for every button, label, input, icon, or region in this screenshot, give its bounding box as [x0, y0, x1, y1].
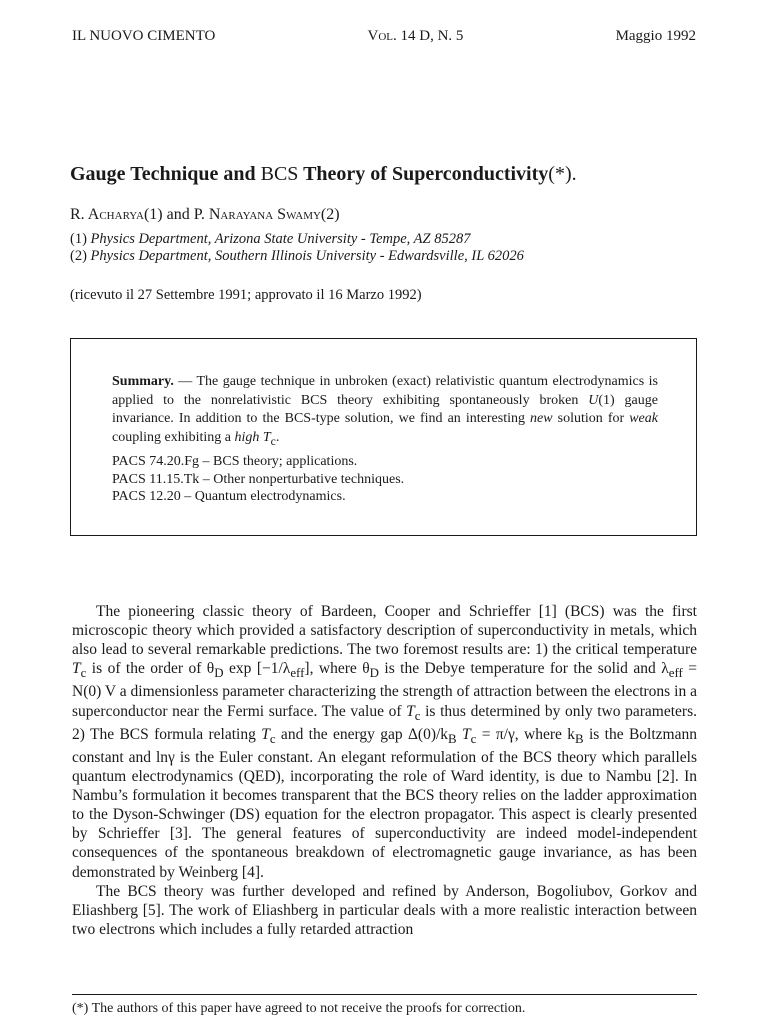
abstract-text-3: solution for [552, 411, 630, 426]
author-conjunction: and [166, 206, 190, 223]
p1-seg: ], where θ [304, 660, 370, 678]
d-sub: D [369, 665, 379, 681]
author-1: R. Acharya [70, 206, 144, 223]
body-paragraph-2: The BCS theory was further developed and refined by Anderson, Bogoliubov, Gorkov and Eliashberg [5]. The work of Eliashberg in particular deals with a more realistic interaction between two electrons which includes a fully retarded attraction [72, 882, 697, 938]
tc-sub: c [269, 730, 276, 746]
tc-sub: c [414, 707, 421, 723]
abstract-weak: weak [629, 411, 658, 426]
d-sub: D [214, 665, 224, 681]
b-sub: B [575, 730, 584, 746]
author-2: P. Narayana Swamy [193, 206, 321, 223]
p1-seg: The pioneering classic theory of Bardeen, Cooper and Schrieffer [1] (BCS) was the first microscopic theory which provided a satisfactory description of superconductivity in metals, which also lead to several remarkable predictions. The two foremost results are: 1) the critical temperature [72, 603, 697, 659]
eff-sub: eff [668, 665, 683, 681]
p1-seg: = π/γ, where k [476, 725, 576, 743]
abstract-text-4: coupling exhibiting a [112, 429, 235, 445]
abstract-box [70, 338, 697, 536]
eff-sub: eff [290, 665, 305, 681]
affiliation-2-num: (2) [70, 248, 87, 264]
p1-seg: is the Debye temperature for the solid and λ [378, 660, 669, 678]
abstract-high: high [234, 429, 260, 445]
issue-date: Maggio 1992 [615, 28, 696, 44]
summary-label: Summary. [112, 374, 174, 389]
affiliation-1-num: (1) [70, 231, 87, 247]
p1-seg: exp [−1/λ [223, 660, 291, 678]
abstract-summary [112, 373, 658, 451]
abstract-u1: U [588, 392, 599, 408]
title-footnote-mark: (*). [548, 163, 577, 185]
title-part-2: Theory of Superconductivity [303, 163, 549, 185]
tc-sub: c [80, 665, 87, 681]
author-line [70, 206, 340, 224]
author-2-affil-mark: (2) [320, 206, 340, 223]
abstract-end: . [275, 429, 280, 445]
affiliation-1-text: Physics Department, Arizona State University - Tempe, AZ 85287 [90, 231, 471, 247]
p1-seg: and the energy gap Δ(0)/k [275, 725, 449, 743]
abstract-tc: T [262, 429, 271, 445]
paper-title [70, 163, 710, 186]
abstract-new: new [530, 411, 553, 426]
affiliation-2 [70, 248, 524, 265]
p1-seg: = N(0) V a dimensionless parameter characterizing the strength of attraction between the electrons in a superconductor near the Fermi surface. The value of [72, 660, 697, 720]
tc-symbol: T [261, 725, 270, 743]
tc-symbol: T [72, 660, 81, 678]
tc-symbol: T [406, 702, 415, 720]
pacs-item: PACS 11.15.Tk – Other nonperturbative techniques. [112, 471, 405, 487]
footnote-rule [72, 994, 697, 995]
affiliation-1 [70, 231, 470, 248]
tc-symbol: T [462, 725, 471, 743]
pacs-list [112, 453, 404, 506]
running-header [72, 28, 696, 45]
abstract-text-1: — The gauge technique in unbroken (exact) relativistic quantum electrodynamics is applied to the nonrelativistic BCS theory exhibiting spontaneously broken [112, 374, 658, 408]
b-sub: B [448, 730, 457, 746]
abstract-tc-sub: c [270, 434, 276, 448]
body-paragraph-1 [72, 602, 697, 882]
volume-number: Vol. 14 D, N. 5 [367, 28, 464, 44]
footnote: (*) The authors of this paper have agreed to not receive the proofs for correction. [72, 1001, 526, 1016]
title-part-1: Gauge Technique and [70, 163, 256, 185]
author-1-affil-mark: (1) [143, 206, 163, 223]
pacs-item: PACS 74.20.Fg – BCS theory; applications. [112, 454, 358, 469]
p1-seg: is of the order of θ [86, 660, 215, 678]
body-text [72, 602, 697, 939]
title-part-bcs: BCS [260, 163, 299, 185]
received-dates: (ricevuto il 27 Settembre 1991; approvato il 16 Marzo 1992) [70, 287, 422, 303]
p1-seg: is the Boltzmann constant and lnγ is the Euler constant. An elegant reformulation of the BCS theory which parallels quantum electrodynamics (QED), incorporating the role of Ward identity, is due to Nambu [2]. In Nambu’s formulation it becomes transparent that the BCS theory relies on the ladder approximation to the Dyson-Schwinger (DS) equation for the electron propagator. This aspect is clearly presented by Schrieffer [3]. The general features of superconductivity are indeed model-independent consequences of the spontaneous breakdown of electromagnetic gauge invariance, as has been demonstrated by Weinberg [4]. [72, 725, 697, 881]
tc-sub: c [470, 730, 477, 746]
affiliation-2-text: Physics Department, Southern Illinois University - Edwardsville, IL 62026 [90, 248, 524, 264]
journal-name: IL NUOVO CIMENTO [72, 28, 216, 44]
pacs-item: PACS 12.20 – Quantum electrodynamics. [112, 489, 346, 504]
abstract-text-2: (1) gauge invariance. In addition to the BCS-type solution, we find an interesting [112, 392, 658, 426]
p1-seg: is thus determined by only two parameters. 2) The BCS formula relating [72, 702, 697, 743]
